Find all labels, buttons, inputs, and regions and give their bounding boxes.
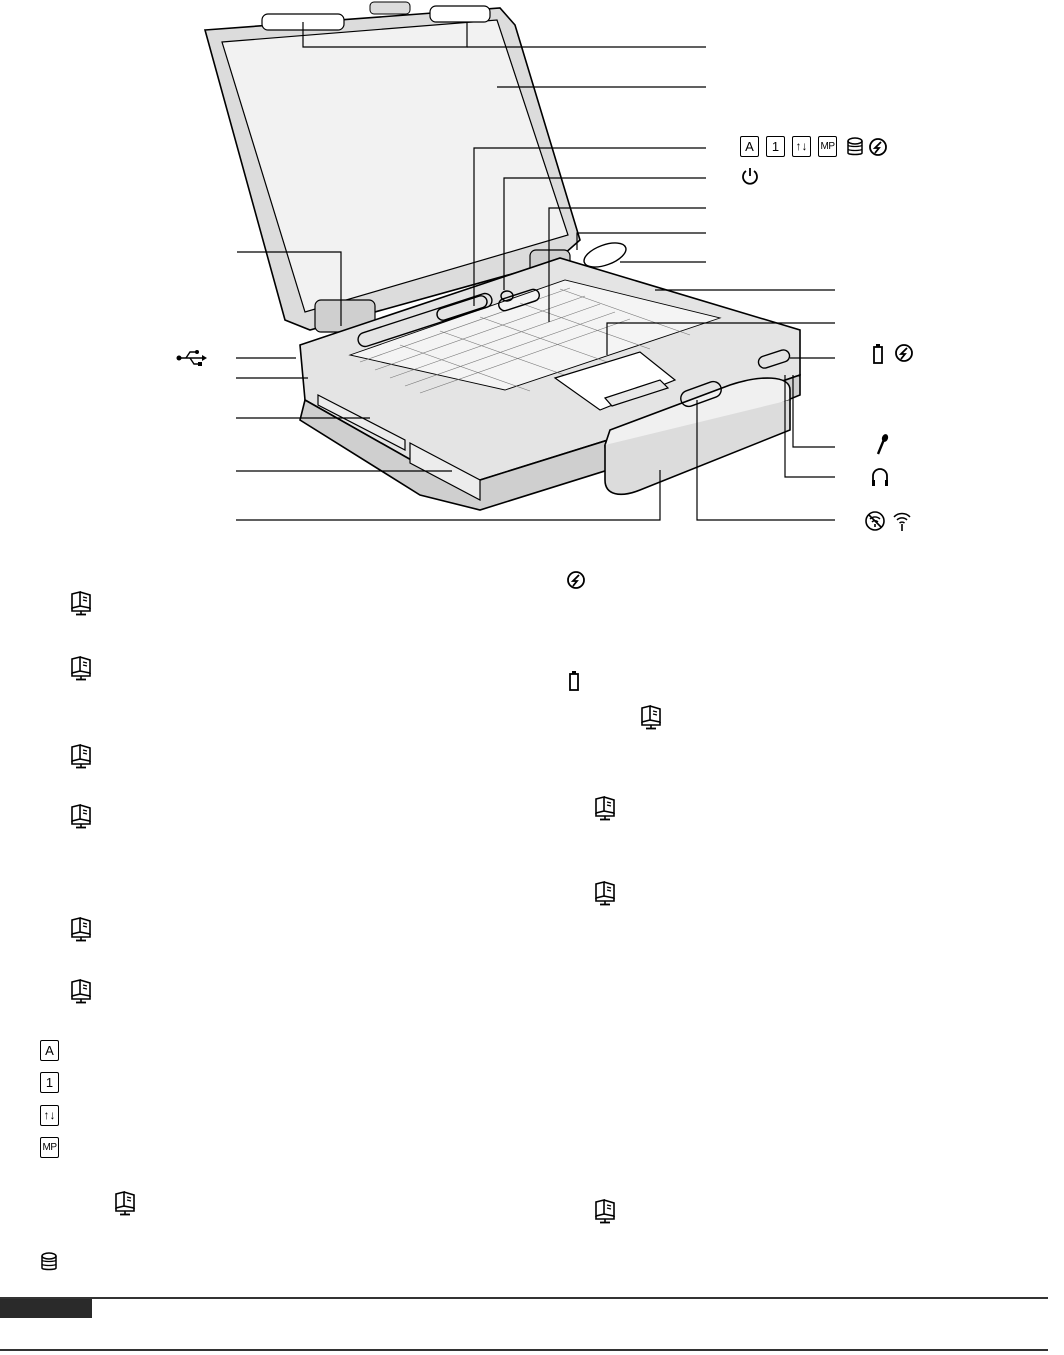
- hard-disk-icon: [40, 1252, 58, 1272]
- reference-manual-icon: [112, 1190, 140, 1216]
- reference-manual-icon: [638, 704, 666, 730]
- power-plug-icon: [868, 137, 888, 157]
- scroll-lock-icon: ↑↓: [40, 1105, 59, 1126]
- reference-manual-icon: [68, 655, 96, 681]
- num-lock-icon: 1: [766, 136, 785, 157]
- caps-lock-icon: A: [740, 136, 759, 157]
- wireless-on-icon: [892, 510, 912, 532]
- reference-manual-icon: [68, 743, 96, 769]
- reference-manual-icon: [68, 803, 96, 829]
- scroll-lock-icon: ↑↓: [792, 136, 811, 157]
- caps-lock-icon: A: [40, 1040, 59, 1061]
- wireless-off-icon: [864, 510, 886, 532]
- battery-icon: [568, 670, 580, 692]
- multi-pointer-icon: MP: [40, 1137, 59, 1158]
- battery-icon: [872, 343, 884, 365]
- multi-pointer-icon: MP: [818, 136, 837, 157]
- hard-disk-icon: [846, 137, 864, 157]
- usb-icon: [176, 348, 210, 368]
- power-plug-icon: [894, 343, 914, 363]
- lid-top-handle: [370, 2, 410, 14]
- reference-manual-icon: [592, 880, 620, 906]
- status-indicator-icons: [740, 136, 890, 160]
- reference-manual-icon: [68, 590, 96, 616]
- footer-bottom-rule: [0, 1349, 1048, 1351]
- reference-manual-icon: [68, 978, 96, 1004]
- reference-manual-icon: [592, 795, 620, 821]
- power-icon: [740, 166, 760, 186]
- footer-top-rule: [0, 1297, 1048, 1299]
- microphone-icon: [874, 434, 890, 458]
- headphone-icon: [870, 466, 890, 488]
- lid-latch-right: [430, 6, 490, 22]
- laptop-diagram: [0, 0, 1064, 545]
- indicator-legend: [40, 1040, 70, 1160]
- num-lock-icon: 1: [40, 1072, 59, 1093]
- reference-manual-icon: [68, 916, 96, 942]
- reference-manual-icon: [592, 1198, 620, 1224]
- power-plug-icon: [566, 570, 586, 590]
- footer-page-tab: [0, 1299, 92, 1318]
